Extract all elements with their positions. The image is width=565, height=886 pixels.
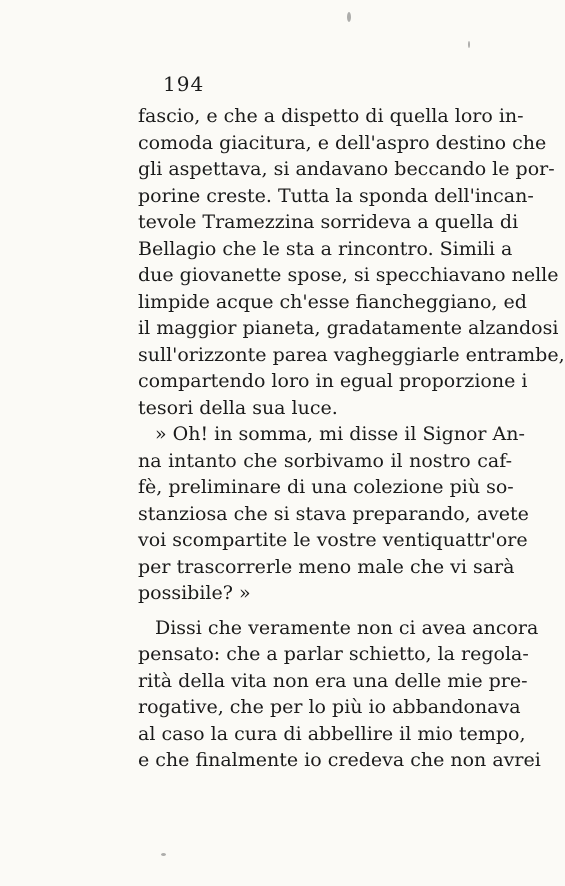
text-line: fè, preliminare di una colezione più so- [138,476,514,498]
text-line: sull'orizzonte parea vagheggiarle entrambe, [138,343,565,366]
paper-speck [161,853,166,856]
text-line: Bellagio che le sta a rincontro. Simili a [138,237,513,260]
paper-speck [347,12,351,22]
text-line: per trascorrerle meno male che vi sarà [138,555,515,578]
text-line: al caso la cura di abbellire il mio tempo, [138,722,526,745]
page-number: 194 [163,72,205,96]
text-line: pensato: che a parlar schietto, la regola- [138,643,529,665]
text-line: limpide acque ch'esse fiancheggiano, ed [138,290,527,313]
text-line: » Oh! in somma, mi disse il Signor An- [155,423,525,445]
text-line: voi scompartite le vostre ventiquattr'ore [138,529,528,551]
text-line: il maggior pianeta, gradatamente alzandosi [138,317,559,339]
paper-speck [468,41,470,48]
text-line: e che finalmente io credeva che non avrei [138,749,541,771]
paragraph-gap [138,607,512,615]
text-line: compartendo loro in egual proporzione i [138,370,528,392]
text-line: tesori della sua luce. [138,396,338,419]
text-line: stanziosa che si stava preparando, avete [138,502,529,525]
text-line: comoda giacitura, e dell'aspro destino che [138,131,547,154]
text-line: rità della vita non era una delle mie pre- [138,669,528,692]
text-line: gli aspettava, si andavano beccando le por- [138,158,555,180]
text-line: Dissi che veramente non ci avea ancora [155,616,539,639]
text-line: na intanto che sorbivamo il nostro caf- [138,449,512,472]
body-text [138,103,565,774]
text-line: rogative, che per lo più io abbandonava [138,696,521,718]
text-line: possibile? » [138,582,251,604]
text-line: fascio, e che a dispetto di quella loro in- [138,105,524,127]
text-line: due giovanette spose, si specchiavano nelle [138,264,559,286]
text-line: tevole Tramezzina sorrideva a quella di [138,211,519,233]
text-line: porine creste. Tutta la sponda dell'incan- [138,184,534,207]
